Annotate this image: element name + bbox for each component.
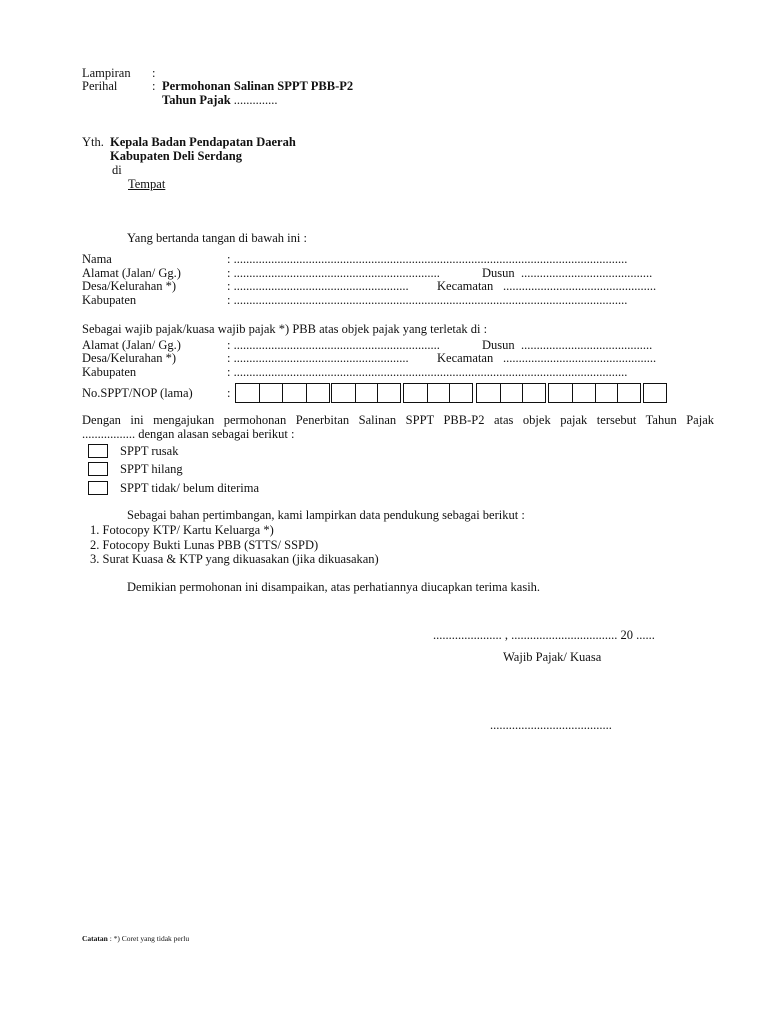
closing-text: Demikian permohonan ini disampaikan, atas perhatiannya diucapkan terima kasih. xyxy=(127,580,541,594)
footer-catatan-label: Catatan xyxy=(82,934,108,943)
object-kecamatan-field[interactable]: ................................................. xyxy=(503,351,657,365)
nop-digit-divider xyxy=(572,384,573,402)
applicant-nama-field[interactable]: : .............................................................................................................................. xyxy=(227,252,628,266)
object-alamat-field[interactable]: : .................................................................. xyxy=(227,338,440,352)
nop-digit-divider xyxy=(500,384,501,402)
lampiran-colon: : xyxy=(152,66,156,80)
recipient-line1: Kepala Badan Pendapatan Daerah xyxy=(110,135,296,149)
object-kabupaten-field[interactable]: : .............................................................................................................................. xyxy=(227,365,628,379)
tahun-pajak-dots: .............. xyxy=(233,93,278,107)
reason-label-rusak: SPPT rusak xyxy=(120,444,179,458)
applicant-dusun-label: Dusun xyxy=(482,266,515,280)
nop-digit-divider xyxy=(522,384,523,402)
nop-digit-divider xyxy=(449,384,450,402)
object-dusun-label: Dusun xyxy=(482,338,515,352)
applicant-nama-label: Nama xyxy=(82,252,112,266)
tahun-pajak-line xyxy=(162,93,278,107)
nop-group-4[interactable] xyxy=(403,383,473,403)
recipient-di: di xyxy=(112,163,122,177)
perihal-subject: Permohonan Salinan SPPT PBB-P2 xyxy=(162,79,354,93)
perihal-label: Perihal xyxy=(82,79,118,93)
perihal-colon: : xyxy=(152,79,156,93)
intro-text: Yang bertanda tangan di bawah ini : xyxy=(127,231,307,245)
object-alamat-label: Alamat (Jalan/ Gg.) xyxy=(82,338,181,352)
nop-digit-divider xyxy=(595,384,596,402)
nop-digit-divider xyxy=(306,384,307,402)
attachments-intro: Sebagai bahan pertimbangan, kami lampirkan data pendukung sebagai berikut : xyxy=(127,508,525,522)
nop-digit-divider xyxy=(355,384,356,402)
object-kabupaten-label: Kabupaten xyxy=(82,365,137,379)
attachment-item-2: 2. Fotocopy Bukti Lunas PBB (STTS/ SSPD) xyxy=(90,538,319,552)
object-dusun-field[interactable]: .......................................... xyxy=(521,338,653,352)
object-desa-field[interactable]: : ........................................................ xyxy=(227,351,409,365)
applicant-kabupaten-field[interactable]: : .............................................................................................................................. xyxy=(227,293,628,307)
nop-group-6[interactable] xyxy=(548,383,641,403)
signature-name-line[interactable]: ....................................... xyxy=(490,718,612,732)
object-kecamatan-label: Kecamatan xyxy=(437,351,494,365)
reason-checkbox-rusak[interactable] xyxy=(88,444,108,458)
object-desa-label: Desa/Kelurahan *) xyxy=(82,351,177,365)
applicant-alamat-field[interactable]: : .................................................................. xyxy=(227,266,440,280)
request-line-1: Dengan ini mengajukan permohonan Penerbitan Salinan SPPT PBB-P2 atas objek pajak tersebut Tahun Pajak xyxy=(82,413,714,427)
nop-digit-divider xyxy=(427,384,428,402)
lampiran-label: Lampiran xyxy=(82,66,131,80)
nop-group-2[interactable] xyxy=(282,383,330,403)
recipient-yth: Yth. xyxy=(82,135,104,149)
footer-note xyxy=(82,934,189,943)
footer-catatan-text: : *) Coret yang tidak perlu xyxy=(107,934,190,943)
applicant-desa-label: Desa/Kelurahan *) xyxy=(82,279,177,293)
reason-checkbox-hilang[interactable] xyxy=(88,462,108,476)
nop-digit-divider xyxy=(259,384,260,402)
applicant-kecamatan-field[interactable]: ................................................. xyxy=(503,279,657,293)
applicant-desa-field[interactable]: : ........................................................ xyxy=(227,279,409,293)
nop-digit-divider xyxy=(377,384,378,402)
signature-date-line[interactable]: ...................... , .................................. 20 ...... xyxy=(433,628,655,642)
attachment-item-1: 1. Fotocopy KTP/ Kartu Keluarga *) xyxy=(90,523,274,537)
tahun-pajak-label: Tahun Pajak xyxy=(162,93,231,107)
reason-checkbox-belum-diterima[interactable] xyxy=(88,481,108,495)
nop-group-1[interactable] xyxy=(235,383,283,403)
nop-group-5[interactable] xyxy=(476,383,546,403)
object-intro: Sebagai wajib pajak/kuasa wajib pajak *) PBB atas objek pajak yang terletak di : xyxy=(82,322,488,336)
nop-colon: : xyxy=(227,386,231,400)
attachment-item-3: 3. Surat Kuasa & KTP yang dikuasakan (jika dikuasakan) xyxy=(90,552,379,566)
recipient-line2: Kabupaten Deli Serdang xyxy=(110,149,242,163)
applicant-kecamatan-label: Kecamatan xyxy=(437,279,494,293)
applicant-alamat-label: Alamat (Jalan/ Gg.) xyxy=(82,266,181,280)
nop-label: No.SPPT/NOP (lama) xyxy=(82,386,193,400)
applicant-kabupaten-label: Kabupaten xyxy=(82,293,137,307)
reason-label-belum-diterima: SPPT tidak/ belum diterima xyxy=(120,481,260,495)
recipient-tempat: Tempat xyxy=(128,177,166,191)
request-line-2: ................. dengan alasan sebagai berikut : xyxy=(82,427,295,441)
nop-group-7[interactable] xyxy=(643,383,667,403)
nop-digit-divider xyxy=(617,384,618,402)
signature-role: Wajib Pajak/ Kuasa xyxy=(503,650,602,664)
applicant-dusun-field[interactable]: .......................................... xyxy=(521,266,653,280)
nop-group-3[interactable] xyxy=(331,383,401,403)
reason-label-hilang: SPPT hilang xyxy=(120,462,183,476)
